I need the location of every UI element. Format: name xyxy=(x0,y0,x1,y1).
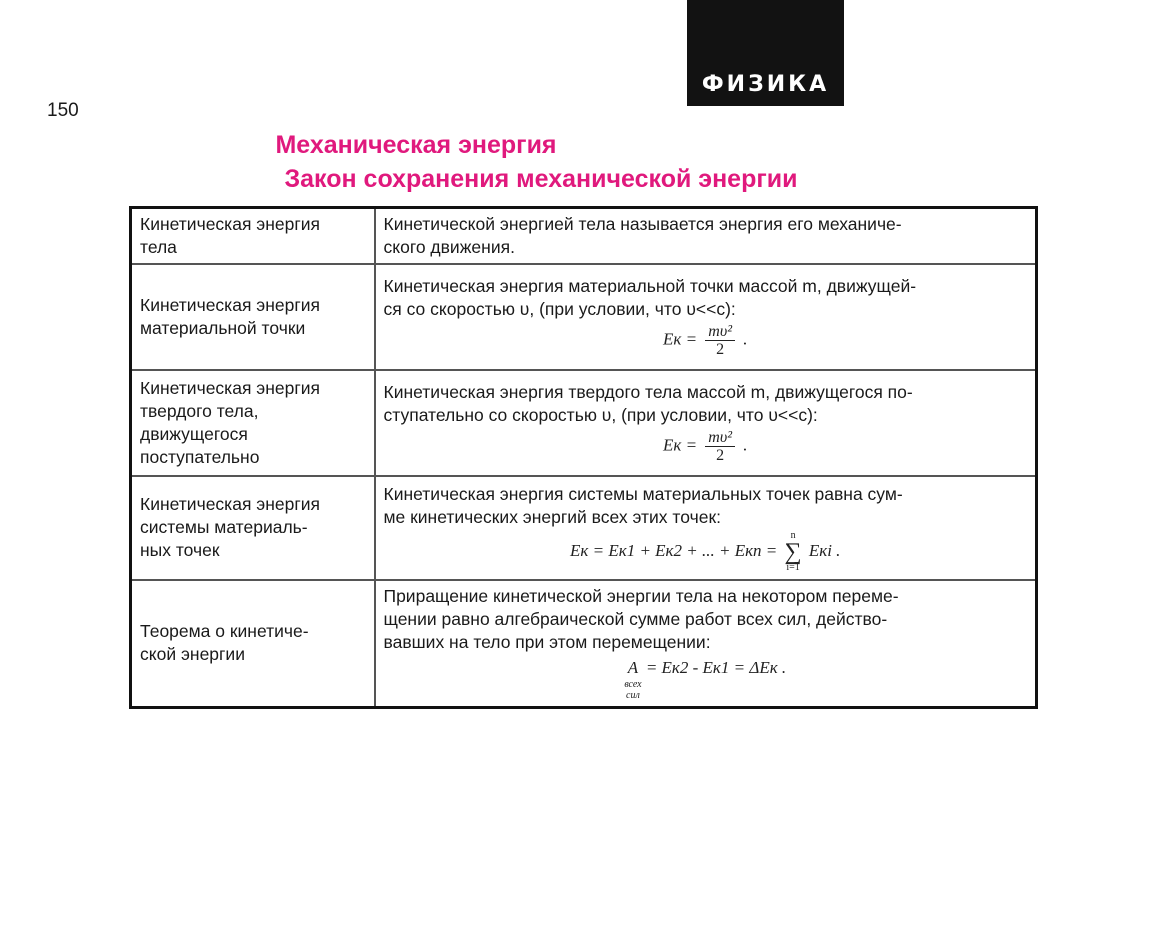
term-line: Кинетическая энергия xyxy=(140,494,320,514)
term-line: движущегося xyxy=(140,423,248,444)
term-cell xyxy=(131,208,375,264)
term-line: ных точек xyxy=(140,540,220,560)
definition-cell xyxy=(375,476,1037,580)
table-row xyxy=(131,208,1037,264)
section-badge: ФИЗИКА xyxy=(687,0,844,106)
title-line-2: Закон сохранения механической энергии xyxy=(284,165,798,193)
definition-line: ся со скоростью υ, (при условии, что υ<<c): xyxy=(383,299,736,319)
term-line: материальной точки xyxy=(140,317,306,338)
term-line: системы материаль- xyxy=(140,517,308,537)
formula: Eк = $\frac{\text{mυ²}}{2}$ . xyxy=(662,323,748,358)
definition-line: Приращение кинетической энергии тела на некотором переме- xyxy=(383,586,899,607)
term-line: поступательно xyxy=(140,446,260,467)
definition-line: Кинетической энергией тела называется энергия его механиче- xyxy=(383,213,902,234)
definition-cell xyxy=(375,208,1037,264)
term-line: Кинетическая энергия xyxy=(140,213,320,234)
term-cell xyxy=(131,580,375,708)
definition-line: Кинетическая энергия твердого тела массой m, движущегося по- xyxy=(383,382,913,402)
definition-line: ского движения. xyxy=(383,236,515,257)
definitions-table xyxy=(129,206,1038,709)
table-row xyxy=(131,370,1037,476)
table-row xyxy=(131,476,1037,580)
page-number: 150 xyxy=(47,100,79,121)
definition-line: Кинетическая энергия системы материальных точек равна сум- xyxy=(383,483,903,504)
definition-cell xyxy=(375,370,1037,476)
term-line: ской энергии xyxy=(140,644,245,665)
formula: A всех сил = Eк2 - Eк1 = ΔEк . xyxy=(624,658,787,702)
definition-cell xyxy=(375,264,1037,370)
definition-line: ступательно со скоростью υ, (при условии, что υ<<c): xyxy=(383,405,818,425)
page-title xyxy=(0,128,1162,196)
title-line-1: Механическая энергия xyxy=(275,131,557,159)
term-cell xyxy=(131,264,375,370)
term-line: тела xyxy=(140,236,177,257)
definition-line: Кинетическая энергия материальной точки массой m, движущей- xyxy=(383,276,917,296)
definition-cell xyxy=(375,580,1037,708)
formula: Eк = $\frac{\text{mυ²}}{2}$ . xyxy=(662,429,748,464)
definition-line: вавших на тело при этом перемещении: xyxy=(383,632,711,653)
definition-line: щении равно алгебраической сумме работ всех сил, действо- xyxy=(383,609,888,630)
term-line: твердого тела, xyxy=(140,400,259,421)
table-row xyxy=(131,580,1037,708)
term-cell xyxy=(131,476,375,580)
formula: Eк = Eк1 + Eк2 + ... + Eкn = n ∑ i=1 Eкi . xyxy=(570,529,841,573)
term-line: Кинетическая энергия xyxy=(140,377,320,398)
term-cell xyxy=(131,370,375,476)
term-line: Теорема о кинетиче- xyxy=(140,621,309,642)
table-row xyxy=(131,264,1037,370)
definition-line: ме кинетических энергий всех этих точек: xyxy=(383,506,721,527)
term-line: Кинетическая энергия xyxy=(140,294,320,315)
